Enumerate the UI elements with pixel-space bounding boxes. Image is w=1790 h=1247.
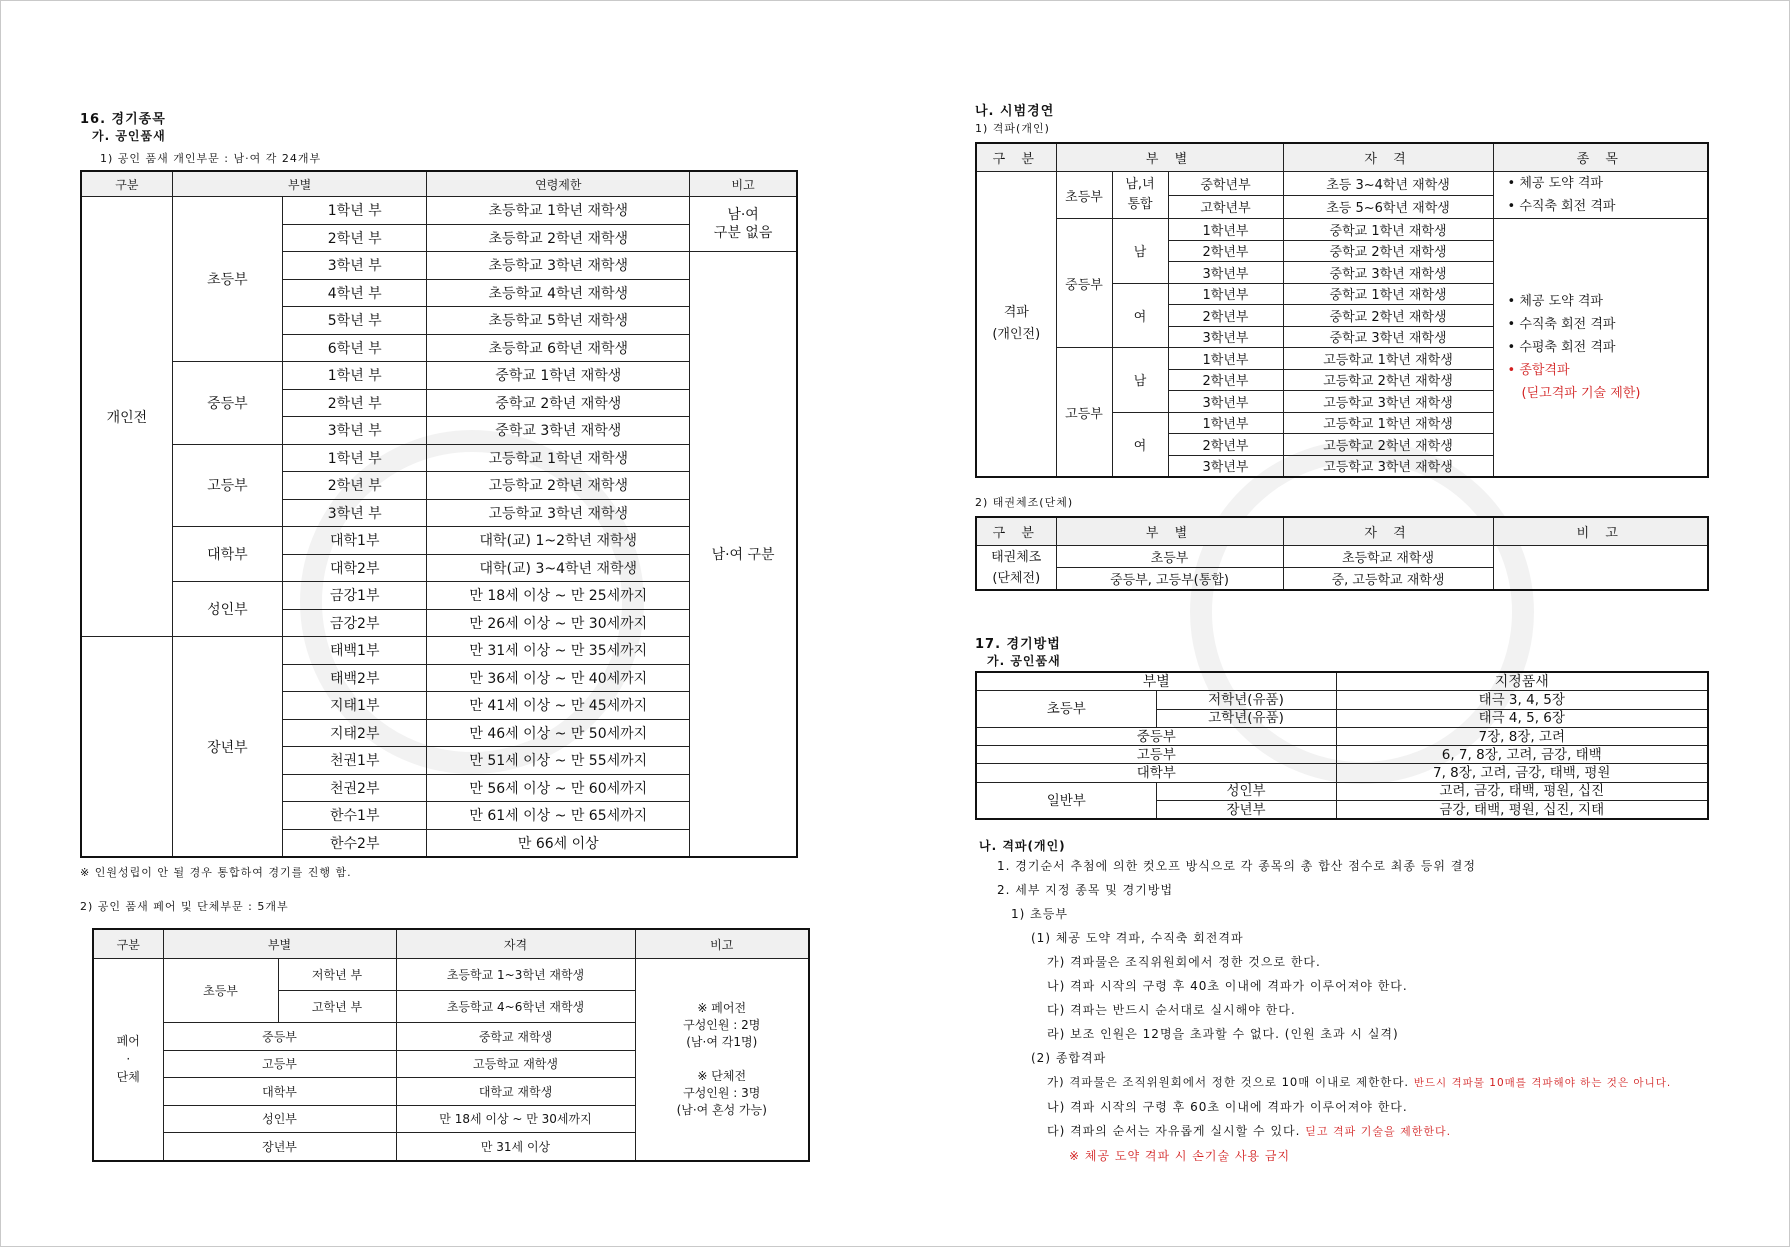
pair-team-subtitle: 2) 공인 품새 페어 및 단체부문 : 5개부	[80, 900, 289, 913]
eligibility-cell: 중학교 1학년 재학생	[1283, 219, 1493, 241]
breaking-subtitle: 1) 격파(개인)	[975, 122, 1050, 135]
division-cell: 금강2부	[283, 609, 427, 637]
eligibility-cell: 중학교 3학년 재학생	[427, 417, 690, 445]
eligibility-cell: 초등학교 1~3학년 재학생	[396, 959, 635, 991]
division-cell: 한수1부	[283, 802, 427, 830]
right-column	[975, 104, 1713, 1168]
poomsae-cell: 7, 8장, 고려, 금강, 태백, 평원	[1336, 764, 1708, 782]
division-cell: 초등부	[1056, 546, 1283, 568]
individual-subtitle: 1) 공인 품새 개인부문 : 남·여 각 24개부	[100, 152, 322, 165]
eligibility-cell: 고등학교 1학년 재학생	[1283, 412, 1493, 434]
note-cell	[1493, 546, 1708, 591]
header-cell: 구분	[93, 929, 163, 959]
eligibility-cell: 고등학교 2학년 재학생	[427, 472, 690, 500]
division-cell: 지태1부	[283, 692, 427, 720]
division-cell: 3학년부	[1168, 391, 1283, 413]
eligibility-cell: 만 61세 이상 ~ 만 65세까지	[427, 802, 690, 830]
table-header	[976, 672, 1708, 691]
eligibility-cell: 만 18세 이상 ~ 만 30세까지	[396, 1105, 635, 1133]
group-cell: 고등부	[1056, 348, 1112, 478]
eligibility-cell: 만 46세 이상 ~ 만 50세까지	[427, 719, 690, 747]
breaking-method-title: 나. 격파(개인)	[979, 839, 1066, 854]
method-paragraph	[975, 1070, 1713, 1095]
header-cell: 구분	[81, 171, 172, 197]
eligibility-cell: 중학교 재학생	[396, 1023, 635, 1051]
gender-cell: 여	[1112, 412, 1168, 477]
method-warning: ※ 체공 도약 격파 시 손기술 사용 금지	[1069, 1149, 1291, 1164]
division-cell: 3학년 부	[283, 252, 427, 280]
eligibility-cell: 초등학교 4~6학년 재학생	[396, 991, 635, 1023]
header-cell: 종 목	[1493, 143, 1708, 172]
group-cell: 중등부	[172, 362, 282, 445]
section-17-ga: 가. 공인품새	[987, 654, 1061, 668]
event-item: • 종합격파	[1507, 363, 1570, 378]
table-header	[976, 517, 1708, 546]
eligibility-cell: 만 41세 이상 ~ 만 45세까지	[427, 692, 690, 720]
eligibility-cell: 중학교 2학년 재학생	[1283, 240, 1493, 262]
group-cell: 초등부	[163, 959, 278, 1023]
header-cell: 자 격	[1283, 143, 1493, 172]
group-cell: 초등부	[172, 197, 282, 362]
eligibility-cell: 만 56세 이상 ~ 만 60세까지	[427, 774, 690, 802]
division-cell: 대학부	[163, 1078, 396, 1106]
eligibility-cell: 초등 5~6학년 재학생	[1283, 195, 1493, 219]
division-cell: 태백2부	[283, 664, 427, 692]
division-cell: 태백1부	[283, 637, 427, 665]
method-text-red: 반드시 격파물 10매를 격파해야 하는 것은 아니다.	[1413, 1077, 1672, 1090]
method-paragraph: (1) 체공 도약 격파, 수직축 회전격파	[1031, 931, 1244, 946]
poomsae-cell: 7장, 8장, 고려	[1336, 727, 1708, 745]
eligibility-cell: 고등학교 3학년 재학생	[1283, 391, 1493, 413]
eligibility-cell: 만 66세 이상	[427, 829, 690, 857]
division-cell: 저학년(유품)	[1156, 691, 1336, 709]
table-row	[976, 746, 1708, 764]
eligibility-cell: 대학(교) 1~2학년 재학생	[427, 527, 690, 555]
left-column	[80, 112, 810, 1162]
division-cell: 중등부	[163, 1023, 396, 1051]
eligibility-cell: 고등학교 1학년 재학생	[1283, 348, 1493, 370]
method-paragraph: 2. 세부 지정 종목 및 경기방법	[997, 883, 1174, 898]
gender-cell: 남	[1112, 219, 1168, 284]
division-cell: 2학년부	[1168, 434, 1283, 456]
header-cell: 비고	[690, 171, 797, 197]
table-header	[976, 143, 1708, 172]
division-cell: 한수2부	[283, 829, 427, 857]
category-cell: 개인전	[81, 197, 172, 637]
eligibility-cell: 고등학교 2학년 재학생	[1283, 369, 1493, 391]
event-list-cell	[1493, 172, 1708, 219]
division-cell: 1학년부	[1168, 283, 1283, 305]
header-cell: 비 고	[1493, 517, 1708, 546]
eligibility-cell: 초등학교 재학생	[1283, 546, 1493, 568]
division-cell: 2학년 부	[283, 224, 427, 252]
division-cell: 3학년부	[1168, 262, 1283, 284]
header-cell: 지정품새	[1336, 672, 1708, 691]
category-cell: 페어 · 단체	[93, 959, 163, 1161]
individual-poomsae-table	[80, 170, 798, 858]
eligibility-cell: 고등학교 3학년 재학생	[427, 499, 690, 527]
note-cell: 남·여 구분 없음	[690, 197, 797, 252]
category-cell: 격파 (개인전)	[976, 172, 1056, 478]
event-item: • 체공 도약 격파	[1507, 294, 1603, 309]
division-cell: 중등부	[976, 727, 1336, 745]
group-cell: 대학부	[172, 527, 282, 582]
method-paragraph: 나) 격파 시작의 구령 후 60초 이내에 격파가 이루어져야 한다.	[1047, 1100, 1408, 1115]
event-item: • 체공 도약 격파	[1507, 176, 1603, 191]
eligibility-cell: 만 26세 이상 ~ 만 30세까지	[427, 609, 690, 637]
table-row	[81, 362, 797, 390]
breaking-table	[975, 142, 1709, 478]
method-paragraph	[975, 1119, 1713, 1144]
eligibility-cell: 중, 고등학교 재학생	[1283, 568, 1493, 591]
eligibility-cell: 초등학교 1학년 재학생	[427, 197, 690, 225]
poomsae-cell: 태극 4, 5, 6장	[1336, 709, 1708, 727]
method-text: 다) 격파의 순서는 자유롭게 실시할 수 있다.	[1047, 1124, 1301, 1139]
poomsae-cell: 고려, 금강, 태백, 평원, 십진	[1336, 782, 1708, 800]
section-ga-title: 가. 공인품새	[92, 129, 166, 143]
header-cell: 자 격	[1283, 517, 1493, 546]
group-cell: 초등부	[976, 691, 1156, 728]
eligibility-cell: 고등학교 재학생	[396, 1050, 635, 1078]
division-cell: 고학년부	[1168, 195, 1283, 219]
division-cell: 금강1부	[283, 582, 427, 610]
header-cell: 부 별	[1056, 517, 1283, 546]
table-header	[93, 929, 809, 959]
method-paragraph: 1) 초등부	[1011, 907, 1068, 922]
division-cell: 천권2부	[283, 774, 427, 802]
eligibility-cell: 초등학교 3학년 재학생	[427, 252, 690, 280]
division-cell: 장년부	[163, 1133, 396, 1161]
eligibility-cell: 만 18세 이상 ~ 만 25세까지	[427, 582, 690, 610]
division-cell: 1학년부	[1168, 412, 1283, 434]
method-text-red: 딛고 격파 기술을 제한한다.	[1305, 1125, 1452, 1139]
eligibility-cell: 고등학교 3학년 재학생	[1283, 455, 1493, 477]
group-cell: 초등부	[1056, 172, 1112, 219]
header-cell: 구 분	[976, 143, 1056, 172]
division-cell: 고학년 부	[278, 991, 396, 1023]
division-cell: 천권1부	[283, 747, 427, 775]
eligibility-cell: 만 31세 이상 ~ 만 35세까지	[427, 637, 690, 665]
division-cell: 고등부	[163, 1050, 396, 1078]
category-cell	[81, 637, 172, 858]
section-16-title: 16. 경기종목	[80, 112, 166, 127]
division-cell: 대학2부	[283, 554, 427, 582]
division-cell: 중등부, 고등부(통합)	[1056, 568, 1283, 591]
note-cell: ※ 페어전 구성인원 : 2명 (남·여 각1명) ※ 단체전 구성인원 : 3명 (남·여 혼성 가능)	[635, 959, 809, 1161]
table-row	[976, 691, 1708, 709]
header-cell: 부별	[172, 171, 427, 197]
table-row	[976, 727, 1708, 745]
header-cell: 연령제한	[427, 171, 690, 197]
eligibility-cell: 초등학교 5학년 재학생	[427, 307, 690, 335]
table-row	[81, 444, 797, 472]
eligibility-cell: 중학교 1학년 재학생	[1283, 283, 1493, 305]
poomsae-cell: 태극 3, 4, 5장	[1336, 691, 1708, 709]
eligibility-cell: 고등학교 1학년 재학생	[427, 444, 690, 472]
division-cell: 저학년 부	[278, 959, 396, 991]
division-cell: 중학년부	[1168, 172, 1283, 196]
eligibility-cell: 중학교 2학년 재학생	[427, 389, 690, 417]
header-cell: 자격	[396, 929, 635, 959]
gender-cell: 남	[1112, 348, 1168, 413]
table-row	[81, 527, 797, 555]
division-cell: 4학년 부	[283, 279, 427, 307]
table-row	[976, 172, 1708, 196]
header-cell: 부 별	[1056, 143, 1283, 172]
division-cell: 3학년 부	[283, 417, 427, 445]
eligibility-cell: 만 36세 이상 ~ 만 40세까지	[427, 664, 690, 692]
table-row	[976, 219, 1708, 241]
category-cell: 태권체조 (단체전)	[976, 546, 1056, 591]
method-text: 가) 격파물은 조직위원회에서 정한 것으로 10매 이내로 제한한다.	[1047, 1075, 1410, 1090]
division-cell: 2학년부	[1168, 369, 1283, 391]
table-row	[976, 782, 1708, 800]
division-cell: 성인부	[163, 1105, 396, 1133]
eligibility-cell: 고등학교 2학년 재학생	[1283, 434, 1493, 456]
eligibility-cell: 초등학교 4학년 재학생	[427, 279, 690, 307]
division-cell: 1학년 부	[283, 444, 427, 472]
division-cell: 2학년부	[1168, 240, 1283, 262]
division-cell: 3학년 부	[283, 499, 427, 527]
event-list-cell	[1493, 219, 1708, 478]
eligibility-cell: 만 31세 이상	[396, 1133, 635, 1161]
table-row	[93, 959, 809, 991]
table-row	[81, 582, 797, 610]
event-item: • 수평축 회전 격파	[1507, 340, 1616, 355]
division-cell: 장년부	[1156, 801, 1336, 820]
method-paragraph: 라) 보조 인원은 12명을 초과할 수 없다. (인원 초과 시 실격)	[1047, 1027, 1399, 1042]
gender-cell: 남,녀 통합	[1112, 172, 1168, 219]
header-cell: 구 분	[976, 517, 1056, 546]
table-row	[976, 764, 1708, 782]
demo-title: 나. 시범경연	[975, 104, 1055, 119]
group-cell: 장년부	[172, 637, 282, 858]
designated-poomsae-table	[975, 671, 1709, 820]
table-header	[81, 171, 797, 197]
eligibility-cell: 중학교 3학년 재학생	[1283, 326, 1493, 348]
event-item-note: (딛고격파 기술 제한)	[1521, 386, 1641, 401]
event-item: • 수직축 회전 격파	[1507, 199, 1616, 214]
division-cell: 2학년 부	[283, 389, 427, 417]
division-cell: 3학년부	[1168, 455, 1283, 477]
division-cell: 5학년 부	[283, 307, 427, 335]
division-cell: 3학년부	[1168, 326, 1283, 348]
note-cell: 남·여 구분	[690, 252, 797, 858]
method-paragraph: 1. 경기순서 추첨에 의한 컷오프 방식으로 각 종목의 총 합산 점수로 최종 등위 결정	[997, 859, 1476, 874]
division-cell: 1학년부	[1168, 348, 1283, 370]
eligibility-cell: 대학교 재학생	[396, 1078, 635, 1106]
table-row	[81, 637, 797, 665]
division-cell: 성인부	[1156, 782, 1336, 800]
division-cell: 고학년(유품)	[1156, 709, 1336, 727]
division-cell: 지태2부	[283, 719, 427, 747]
eligibility-cell: 만 51세 이상 ~ 만 55세까지	[427, 747, 690, 775]
poomsae-cell: 금강, 태백, 평원, 십진, 지태	[1336, 801, 1708, 820]
pair-team-table	[92, 928, 810, 1162]
division-cell: 6학년 부	[283, 334, 427, 362]
division-cell: 2학년부	[1168, 305, 1283, 327]
division-cell: 고등부	[976, 746, 1336, 764]
header-cell: 부별	[976, 672, 1336, 691]
group-cell: 성인부	[172, 582, 282, 637]
division-cell: 1학년 부	[283, 197, 427, 225]
division-cell: 대학부	[976, 764, 1336, 782]
header-cell: 부별	[163, 929, 396, 959]
method-paragraph: 가) 격파물은 조직위원회에서 정한 것으로 한다.	[1047, 955, 1321, 970]
division-cell: 1학년 부	[283, 362, 427, 390]
group-cell: 일반부	[976, 782, 1156, 819]
group-cell: 중등부	[1056, 219, 1112, 348]
gymnastics-subtitle: 2) 태권체조(단체)	[975, 496, 1074, 509]
division-cell: 1학년부	[1168, 219, 1283, 241]
eligibility-cell: 초등학교 2학년 재학생	[427, 224, 690, 252]
eligibility-cell: 초등학교 6학년 재학생	[427, 334, 690, 362]
method-paragraph: 나) 격파 시작의 구령 후 40초 이내에 격파가 이루어져야 한다.	[1047, 979, 1408, 994]
method-paragraph: (2) 종합격파	[1031, 1051, 1107, 1066]
gender-cell: 여	[1112, 283, 1168, 348]
section-17-title: 17. 경기방법	[975, 637, 1061, 652]
gymnastics-table	[975, 516, 1709, 591]
method-paragraph: 다) 격파는 반드시 순서대로 실시해야 한다.	[1047, 1003, 1296, 1018]
group-cell: 고등부	[172, 444, 282, 527]
eligibility-cell: 초등 3~4학년 재학생	[1283, 172, 1493, 196]
division-cell: 2학년 부	[283, 472, 427, 500]
footnote: ※ 인원성립이 안 될 경우 통합하여 경기를 진행 함.	[80, 866, 352, 879]
poomsae-cell: 6, 7, 8장, 고려, 금강, 태백	[1336, 746, 1708, 764]
division-cell: 대학1부	[283, 527, 427, 555]
eligibility-cell: 중학교 2학년 재학생	[1283, 305, 1493, 327]
eligibility-cell: 중학교 1학년 재학생	[427, 362, 690, 390]
table-row	[81, 197, 797, 225]
eligibility-cell: 대학(교) 3~4학년 재학생	[427, 554, 690, 582]
event-item: • 수직축 회전 격파	[1507, 317, 1616, 332]
header-cell: 비고	[635, 929, 809, 959]
eligibility-cell: 중학교 3학년 재학생	[1283, 262, 1493, 284]
table-row	[976, 546, 1708, 568]
